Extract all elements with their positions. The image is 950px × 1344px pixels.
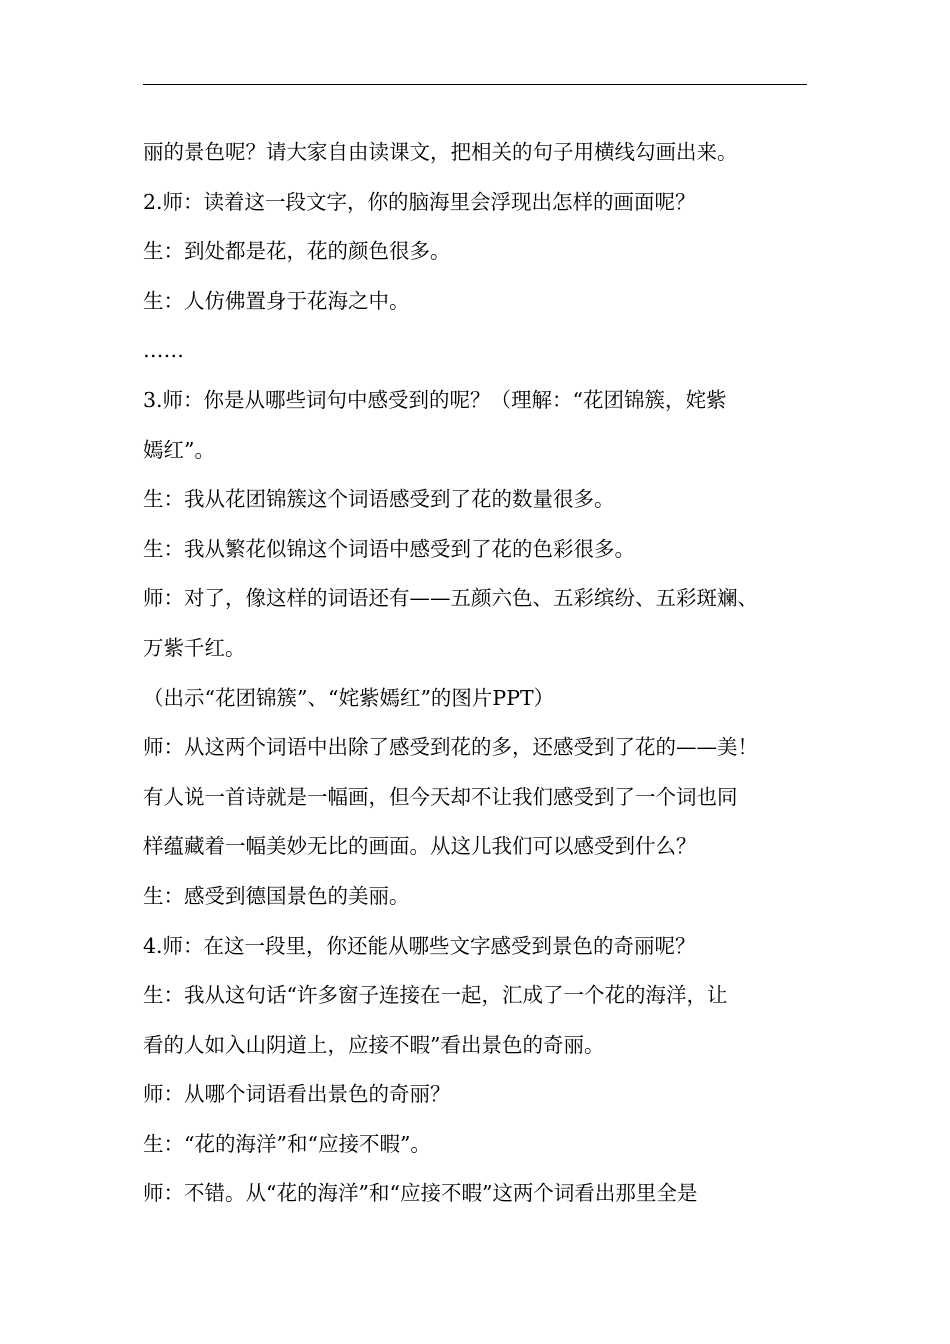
text-line: 生：到处都是花，花的颜色很多。 — [143, 239, 451, 264]
text-line: 4.师：在这一段里，你还能从哪些文字感受到景色的奇丽呢？ — [143, 933, 696, 958]
text-line: 师：不错。从“花的海洋”和“应接不暇”这两个词看出那里全是 — [143, 1181, 698, 1206]
text-line: 2.师：读着这一段文字，你的脑海里会浮现出怎样的画面呢？ — [143, 189, 696, 214]
text-line: 师：从哪个词语看出景色的奇丽？ — [143, 1082, 451, 1107]
text-line: 看的人如入山阴道上，应接不暇”看出景色的奇丽。 — [143, 1032, 605, 1057]
body-text — [143, 128, 813, 1219]
text-line: 生：我从繁花似锦这个词语中感受到了花的色彩很多。 — [143, 536, 635, 561]
text-line: 师：对了，像这样的词语还有——五颜六色、五彩缤纷、五彩斑斓、 — [143, 586, 758, 611]
text-line: （出示“花团锦簇”、“姹紫嫣红”的图片PPT） — [143, 685, 555, 710]
text-line: 3.师：你是从哪些词句中感受到的呢？（理解：“花团锦簇，姹紫 — [143, 387, 727, 412]
text-line: 样蕴藏着一幅美妙无比的画面。从这儿我们可以感受到什么？ — [143, 834, 697, 859]
text-line: 有人说一首诗就是一幅画，但今天却不让我们感受到了一个词也同 — [143, 784, 738, 809]
text-line: 生：我从花团锦簇这个词语感受到了花的数量很多。 — [143, 487, 615, 512]
text-line: 师：从这两个词语中出除了感受到花的多，还感受到了花的——美！ — [143, 735, 758, 760]
text-line: 生：感受到德国景色的美丽。 — [143, 883, 410, 908]
text-line: 生：人仿佛置身于花海之中。 — [143, 288, 410, 313]
text-line: 嫣红”。 — [143, 437, 215, 462]
text-line: 生：我从这句话“许多窗子连接在一起，汇成了一个花的海洋，让 — [143, 983, 728, 1008]
text-line: 生：“花的海洋”和“应接不暇”。 — [143, 1131, 431, 1156]
text-line: …… — [143, 338, 184, 363]
header-rule — [143, 84, 807, 85]
text-line: 丽的景色呢？请大家自由读课文，把相关的句子用横线勾画出来。 — [143, 140, 738, 164]
text-line: 万紫千红。 — [143, 635, 246, 660]
